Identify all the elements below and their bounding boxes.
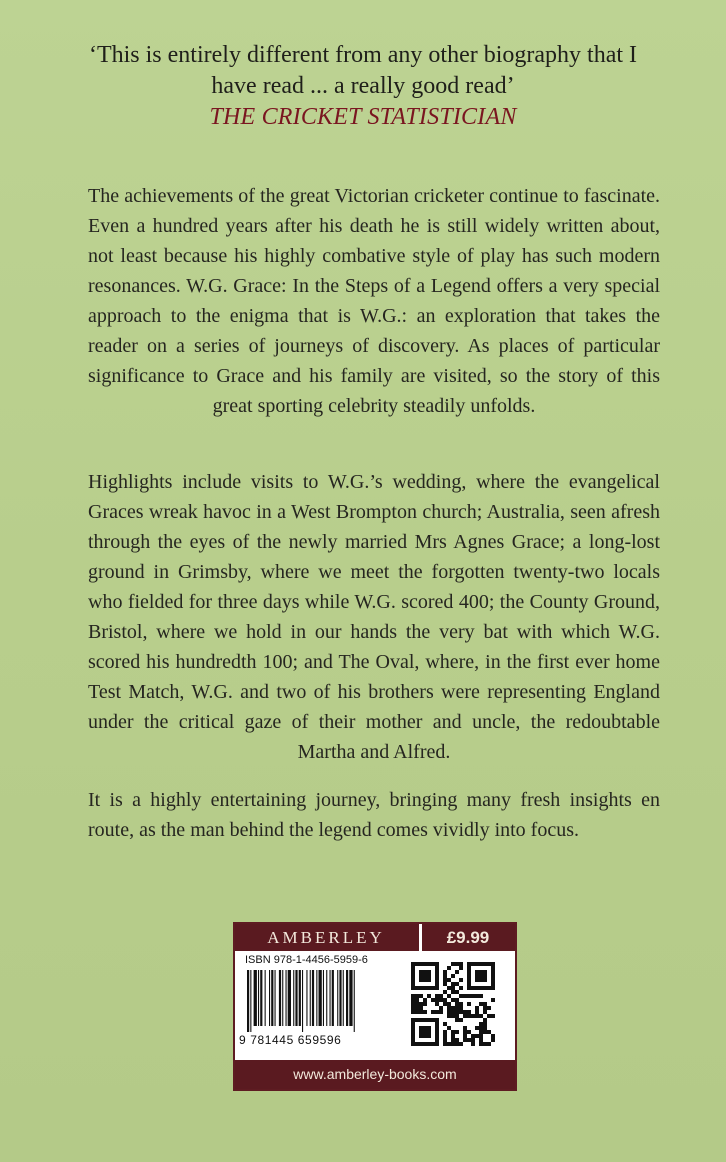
ean-digits: 9 781445 659596 bbox=[239, 1033, 342, 1047]
isbn-label: ISBN 978-1-4456-5959-6 bbox=[245, 954, 368, 966]
quote-line-1: ‘This is entirely different from any other biography that I bbox=[88, 42, 638, 68]
blurb-paragraph-2: Highlights include visits to W.G.’s wedding, where the evangelical Graces wreak havoc in a West Brompton church; Australia, seen afresh through the eyes of the newly married Mrs Agnes Grace; a long-lost ground in Grimsby, where we meet the forgotten twenty-two locals who fielded for three days while W.G. scored 400; the County Ground, Bristol, where we hold in our hands the very bat with which W.G. scored his hundredth 100; and The Oval, where, in the first ever home Test Match, W.G. and two of his brothers were representing England under the critical gaze of their mother and uncle, the redoubtable Martha and Alfred. bbox=[88, 471, 660, 763]
quote-line-2: have read ... a really good read’ bbox=[211, 73, 515, 99]
price-label: £9.99 bbox=[446, 928, 490, 947]
website-label: www.amberley-books.com bbox=[235, 1060, 515, 1089]
divider bbox=[419, 924, 422, 951]
publisher-bar bbox=[235, 924, 515, 951]
ean-barcode bbox=[245, 970, 395, 1032]
publisher-name: AMBERLEY bbox=[267, 928, 385, 947]
review-quote bbox=[60, 40, 666, 133]
blurb-paragraph-3: It is a highly entertaining journey, bringing many fresh insights en route, as the man behind the legend comes vividly into focus. bbox=[88, 789, 660, 841]
qr-code bbox=[411, 962, 495, 1046]
barcode-panel bbox=[233, 922, 517, 1091]
quote-source: THE CRICKET STATISTICIAN bbox=[209, 104, 517, 130]
blurb-paragraph-1: The achievements of the great Victorian cricketer continue to fascinate. Even a hundred years after his death he is still widely written about, not least because his highly combative style of play has such modern resonances. W.G. Grace: In the Steps of a Legend offers a very special approach to the enigma that is W.G.: an exploration that takes the reader on a series of journeys of discovery. As places of particular significance to Grace and his family are visited, so the story of this great sporting celebrity steadily unfolds. bbox=[88, 185, 660, 417]
